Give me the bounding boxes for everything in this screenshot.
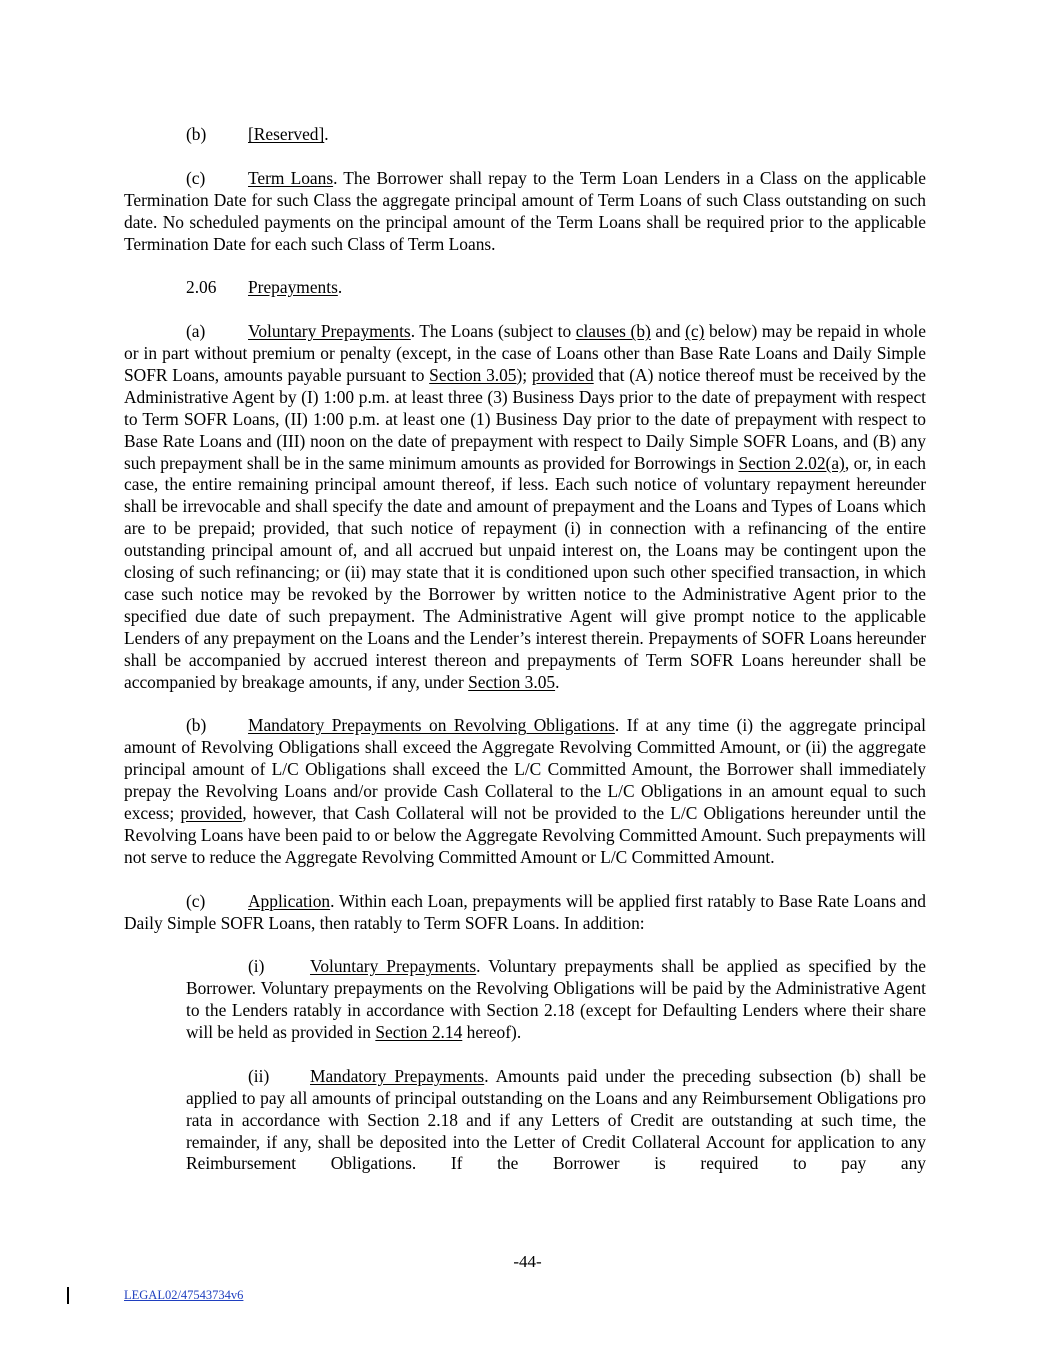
section-2-06-heading: 2.06 Prepayments.	[186, 277, 343, 298]
clause-title: Voluntary Prepayments	[310, 956, 477, 977]
defined-term: provided	[531, 364, 594, 385]
cross-reference: Section 2.02(a)	[738, 452, 845, 473]
section-c-application	[124, 891, 926, 935]
cross-reference: clauses (b)	[575, 321, 651, 342]
clause-number: (c)	[186, 167, 206, 188]
subsection-ii-mandatory	[186, 1066, 926, 1176]
clause-title: Mandatory Prepayments	[310, 1065, 485, 1086]
clause-title: [Reserved]	[248, 124, 325, 144]
clause-number: (c)	[186, 890, 206, 911]
clause-number: (b)	[186, 715, 207, 736]
footer-document-id[interactable]: LEGAL02/47543734v6	[124, 1288, 244, 1302]
subsection-i-voluntary: (i) Voluntary Prepayments. Voluntary prepayments shall be applied as specified by the Borrower. Voluntary prepayments on the Revolving Obligations will be paid by the Administrative Agent to the Lenders ratably in accordance with Section 2.18 (except for Defaulting Lenders where their share will be held as provided in Section 2.14 hereof).	[186, 956, 926, 1043]
clause-number: (i)	[248, 956, 265, 977]
section-b-reserved: (b) [Reserved].	[186, 124, 329, 144]
defined-term: provided	[180, 803, 243, 824]
clause-title: Mandatory Prepayments on Revolving Obligations	[248, 715, 615, 736]
document-page	[124, 124, 926, 1175]
clause-title: Application	[248, 890, 331, 911]
cross-reference: Section 3.05	[468, 671, 556, 692]
clause-number: (b)	[186, 124, 207, 144]
section-a-voluntary-prepayments: (a) Voluntary Prepayments. The Loans (subject to clauses (b) and (c) below) may be repaid in whole or in part without premium or penalty (except, in the case of Loans other than Base Rate Loans and Daily Simple SOFR Loans, amounts payable pursuant to Section 3.05); provided that (A) notice thereof must be received by the Administrative Agent by (I) 1:00 p.m. at least three (3) Business Days prior to the date of prepayment with respect to Term SOFR Loans, (II) 1:00 p.m. at least one (1) Business Day prior to the date of prepayment with respect to Base Rate Loans and (III) noon on the date of prepayment with respect to Daily Simple SOFR Loans, and (B) any such prepayment shall be in the same minimum amounts as provided for Borrowings in Section 2.02(a), or, in each case, the entire remaining principal amount thereof, if less. Each such notice of voluntary repayment hereunder shall be irrevocable and shall specify the date and amount of prepayment and the Loans and Types of Loans which are to be prepaid; provided, that such notice of repayment (i) in connection with a refinancing of the entire outstanding principal amount of, and all accrued but unpaid interest on, the Loans may be contingent upon the closing of such refinancing; or (ii) may state that it is conditioned upon such other specified transaction, in which case such notice may be revoked by the Borrower by written notice to the Administrative Agent prior to the specified due date of such prepayment. The Administrative Agent will give prompt notice to the applicable Lenders of any prepayment on the Loans and the Lender’s interest therein. Prepayments of SOFR Loans hereunder shall be accompanied by accrued interest thereon and prepayments of Term SOFR Loans hereunder shall be accompanied by breakage amounts, if any, under Section 3.05.	[124, 321, 927, 692]
clause-text: . Within each Loan, prepayments will be applied first ratably to Base Rate Loans and Daily Simple SOFR Loans, then ratably to Term SOFR Loans. In addition:	[124, 890, 926, 933]
clause-text: . Amounts paid under the preceding subsection (b) shall be applied to pay all amounts of principal outstanding on the Loans and any Reimbursement Obligations pro rata in accordance with Section 2.18 and if any Letters of Credit are outstanding at such time, the remainder, if any, shall be deposited into the Letter of Credit Collateral Account for application to any Reimbursement Obligations. If the Borrower is required to pay any	[186, 1065, 927, 1174]
section-b-mandatory-prepayments: (b) Mandatory Prepayments on Revolving Obligations. If at any time (i) the aggregate principal amount of Revolving Obligations shall exceed the Aggregate Revolving Committed Amount, or (ii) the aggregate principal amount of L/C Obligations shall exceed the L/C Committed Amount, the Borrower shall immediately prepay the Revolving Loans and/or provide Cash Collateral to the L/C Obligations in an amount equal to such excess; provided, however, that Cash Collateral will not be provided to the L/C Obligations hereunder until the Revolving Loans have been paid to or below the Aggregate Revolving Committed Amount. Such prepayments will not serve to reduce the Aggregate Revolving Committed Amount or L/C Committed Amount.	[124, 715, 927, 867]
section-number: 2.06	[186, 277, 217, 298]
section-title: Prepayments	[248, 277, 338, 298]
cross-reference: Section 3.05	[429, 364, 517, 385]
cross-reference: (c)	[685, 321, 705, 342]
clause-title: Voluntary Prepayments	[248, 321, 411, 342]
clause-number: (ii)	[248, 1065, 270, 1086]
clause-number: (a)	[186, 321, 206, 342]
clause-title: Term Loans	[248, 167, 334, 188]
clause-text: . The Borrower shall repay to the Term Loan Lenders in a Class on the applicable Termination Date for such Class the aggregate principal amount of Term Loans of such Class outstanding on such date. No scheduled payments on the principal amount of the Term Loans shall be required prior to the applicable Termination Date for each such Class of Term Loans.	[124, 167, 927, 254]
change-bar	[67, 1287, 69, 1304]
section-c-term-loans	[124, 168, 926, 256]
page-number: -44-	[513, 1252, 542, 1271]
cross-reference: Section 2.14	[375, 1022, 463, 1043]
